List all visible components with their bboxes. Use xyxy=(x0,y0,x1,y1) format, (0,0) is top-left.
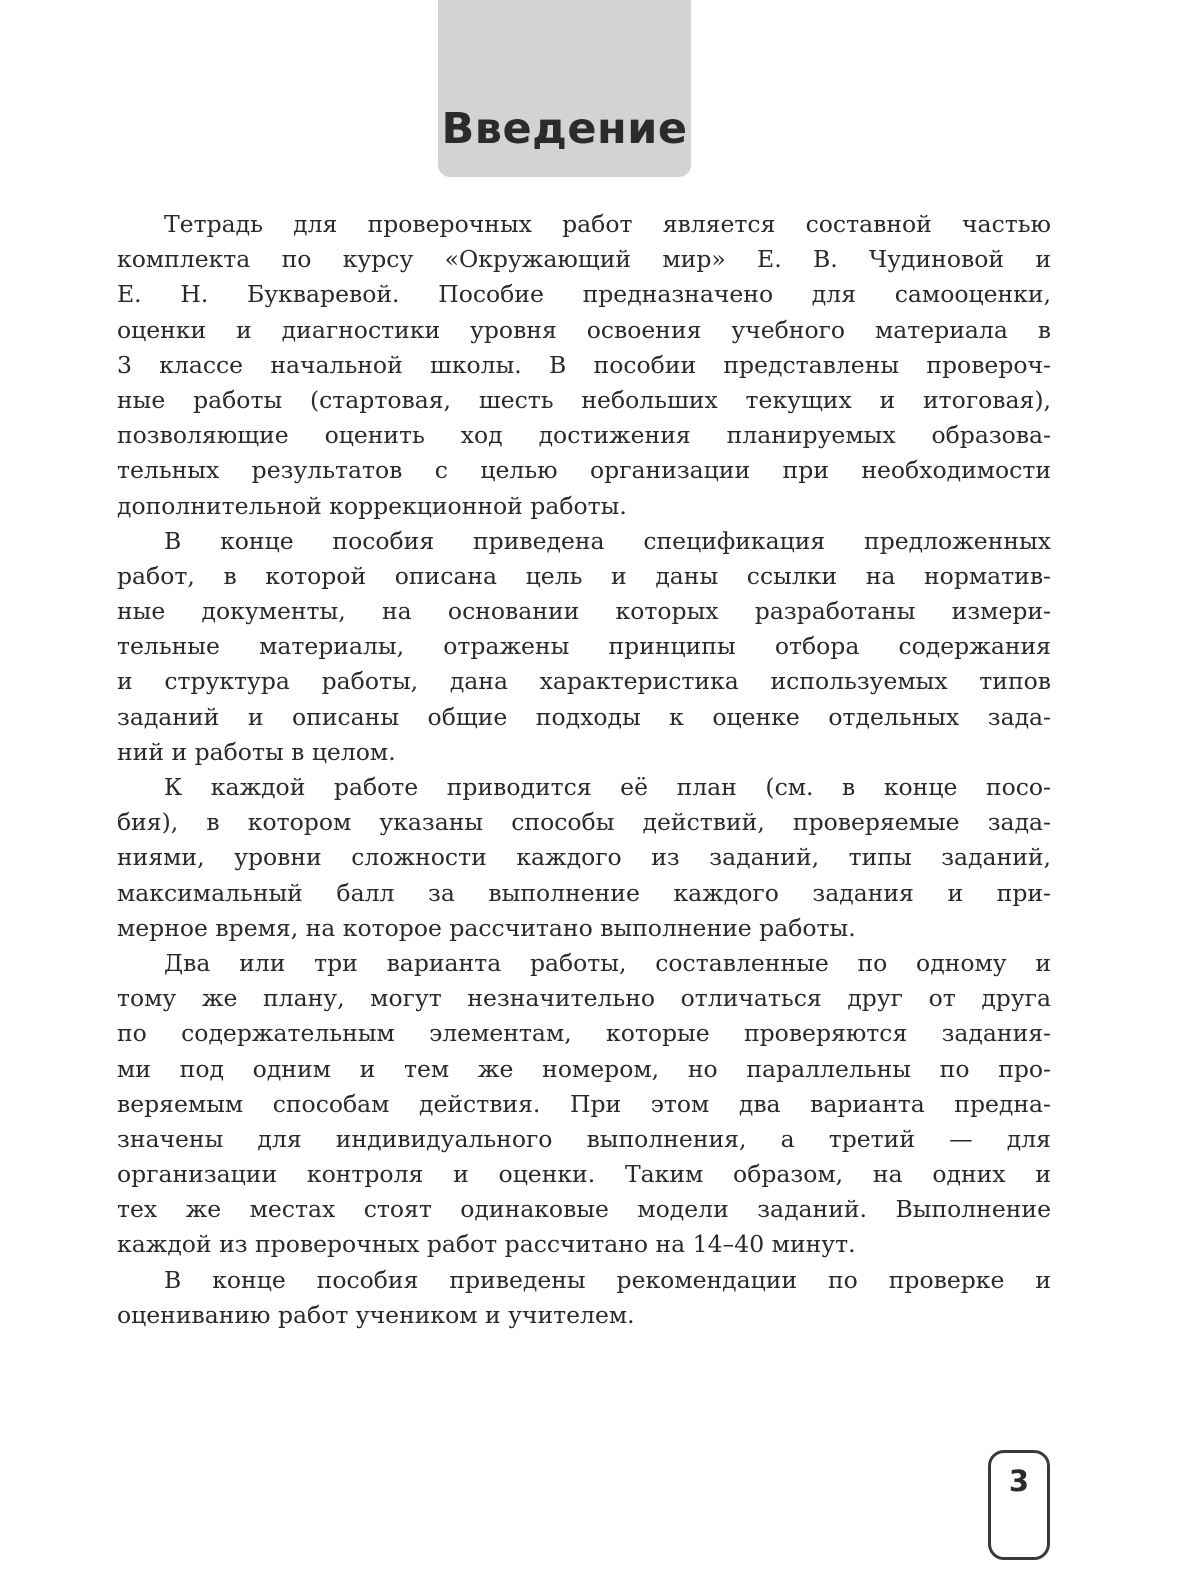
text-line: тельных результатов с целью организации при необходимости xyxy=(117,456,1051,485)
text-line: ми под одним и тем же номером, но параллельны по про- xyxy=(117,1054,1051,1083)
text-line: дополнительной коррекционной работы. xyxy=(117,491,627,520)
text-line: комплекта по курсу «Окружающий мир» Е. В. Чудиновой и xyxy=(117,245,1051,274)
text-line: Два или три варианта работы, составленные по одному и xyxy=(164,948,1051,977)
text-line: позволяющие оценить ход достижения планируемых образова- xyxy=(117,421,1051,450)
paragraph xyxy=(117,524,1051,770)
text-line: 3 классе начальной школы. В пособии представлены провероч- xyxy=(117,350,1051,379)
text-line: бия), в котором указаны способы действий, проверяемые зада- xyxy=(117,808,1051,837)
text-line: оценки и диагностики уровня освоения учебного материала в xyxy=(117,315,1051,344)
text-line: веряемым способам действия. При этом два варианта предна- xyxy=(117,1089,1051,1118)
text-line: В конце пособия приведена спецификация предложенных xyxy=(164,526,1051,555)
page-title: Введение xyxy=(441,104,688,154)
text-line: каждой из проверочных работ рассчитано на 14–40 минут. xyxy=(117,1230,856,1259)
text-line: тех же местах стоят одинаковые модели заданий. Выполнение xyxy=(117,1195,1051,1224)
text-line: ные работы (стартовая, шесть небольших текущих и итоговая), xyxy=(117,385,1051,414)
text-line: максимальный балл за выполнение каждого задания и при- xyxy=(117,878,1051,907)
text-line: К каждой работе приводится её план (см. в конце посо- xyxy=(164,773,1051,801)
text-line: заданий и описаны общие подходы к оценке отдельных зада- xyxy=(117,702,1051,731)
chapter-title-tab xyxy=(438,0,691,177)
text-line: работ, в которой описана цель и даны ссылки на норматив- xyxy=(117,561,1051,590)
text-line: по содержательным элементам, которые проверяются задания- xyxy=(117,1019,1051,1048)
text-line: В конце пособия приведены рекомендации по проверке и xyxy=(164,1265,1051,1294)
text-line: организации контроля и оценки. Таким образом, на одних и xyxy=(117,1160,1051,1189)
text-line: Е. Н. Букваревой. Пособие предназначено для самооценки, xyxy=(117,280,1051,309)
text-line: тому же плану, могут незначительно отличаться друг от друга xyxy=(117,984,1051,1013)
text-line: и структура работы, дана характеристика используемых типов xyxy=(117,667,1051,696)
page-number: 3 xyxy=(1008,1464,1030,1498)
text-line: мерное время, на которое рассчитано выполнение работы. xyxy=(117,913,856,942)
text-line: Тетрадь для проверочных работ является составной частью xyxy=(164,210,1051,238)
text-line: ные документы, на основании которых разработаны измери- xyxy=(117,597,1051,626)
paragraph xyxy=(117,770,1051,946)
text-line: тельные материалы, отражены принципы отбора содержания xyxy=(117,632,1051,661)
text-line: оцениванию работ учеником и учителем. xyxy=(117,1300,635,1329)
paragraph xyxy=(117,207,1051,524)
paragraph xyxy=(117,946,1051,1263)
text-line: ний и работы в целом. xyxy=(117,737,396,766)
text-line: ниями, уровни сложности каждого из заданий, типы заданий, xyxy=(117,843,1051,872)
page-number-tab xyxy=(988,1450,1050,1560)
main-text xyxy=(117,207,1051,1333)
paragraph xyxy=(117,1263,1051,1333)
text-line: значены для индивидуального выполнения, а третий — для xyxy=(117,1124,1051,1153)
